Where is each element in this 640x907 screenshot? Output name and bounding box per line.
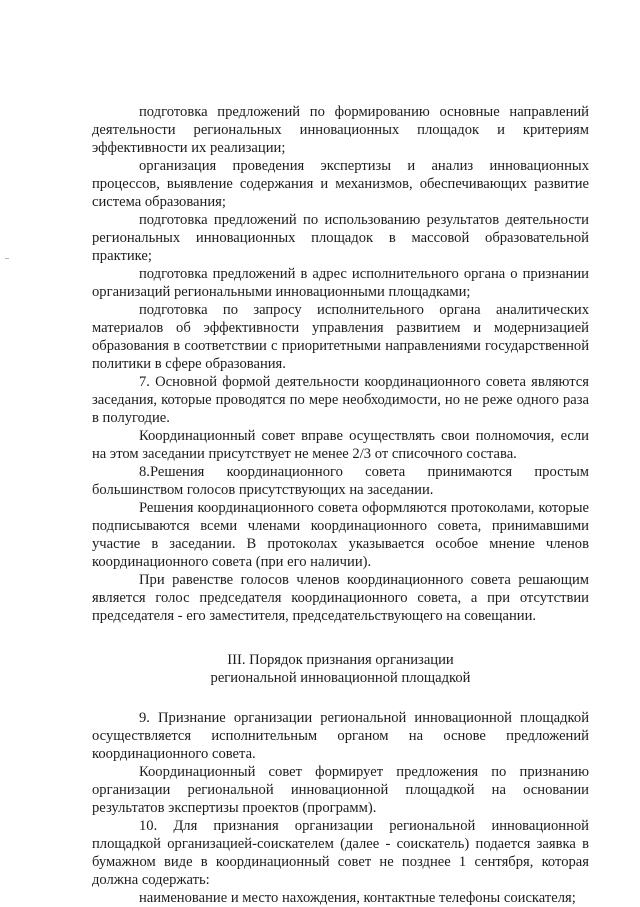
spacer: [92, 687, 589, 709]
paragraph-tie-vote: При равенстве голосов членов координационного совета решающим является голос председателя координационного совета, а при отсутствии председателя - его заместителя, председательствующего на совещании.: [92, 572, 589, 624]
paragraph-protocols: Решения координационного совета оформляются протоколами, которые подписываются всеми членами координационного совета, принимавшими участие в заседании. В протоколах указывается особое мнение членов координационного совета (при его наличии).: [92, 500, 589, 570]
scan-mark: [5, 258, 9, 259]
paragraph-item-8: 8.Решения координационного совета принимаются простым большинством голосов присутствующих на заседании.: [92, 464, 589, 498]
paragraph-council-proposals: Координационный совет формирует предложения по признанию организации региональной инновационной площадкой на основании результатов экспертизы проектов (программ).: [92, 764, 589, 816]
paragraph-criteria-proposals: подготовка предложений по формированию основные направлений деятельности региональных инновационных площадок и критериям эффективности их реализации;: [92, 104, 589, 156]
paragraph-applicant-name: наименование и место нахождения, контактные телефоны соискателя;: [139, 890, 576, 906]
paragraph-item-10: 10. Для признания организации региональной инновационной площадкой организацией-соискателем (далее - соискатель) подается заявка в бумажном виде в координационный совет не позднее 1 сентября, которая должна содержать:: [92, 818, 589, 888]
paragraph-analytical-materials: подготовка по запросу исполнительного органа аналитических материалов об эффективности управления развитием и модернизацией образования в соответствии с приоритетными направлениями государственной политики в сфере образования.: [92, 302, 589, 372]
section-heading-line-1: III. Порядок признания организации: [227, 652, 454, 668]
section-heading-line-2: региональной инновационной площадкой: [210, 670, 471, 686]
paragraph-recognition-proposals: подготовка предложений в адрес исполнительного органа о признании организаций региональными инновационными площадками;: [92, 266, 589, 300]
paragraph-quorum: Координационный совет вправе осуществлять свои полномочия, если на этом заседании присутствует не менее 2/3 от списочного состава.: [92, 428, 589, 462]
document-page: [92, 103, 589, 907]
paragraph-item-9: 9. Признание организации региональной инновационной площадкой осуществляется исполнительным органом на основе предложений координационного совета.: [92, 710, 589, 762]
paragraph-results-usage: подготовка предложений по использованию результатов деятельности региональных инновационных площадок в массовой образовательной практике;: [92, 212, 589, 264]
paragraph-expertise-organization: организация проведения экспертизы и анализ инновационных процессов, выявление содержания и механизмов, обеспечивающих развитие система образования;: [92, 158, 589, 210]
spacer: [92, 625, 589, 651]
paragraph-item-7: 7. Основной формой деятельности координационного совета являются заседания, которые проводятся по мере необходимости, но не реже одного раза в полугодие.: [92, 374, 589, 426]
